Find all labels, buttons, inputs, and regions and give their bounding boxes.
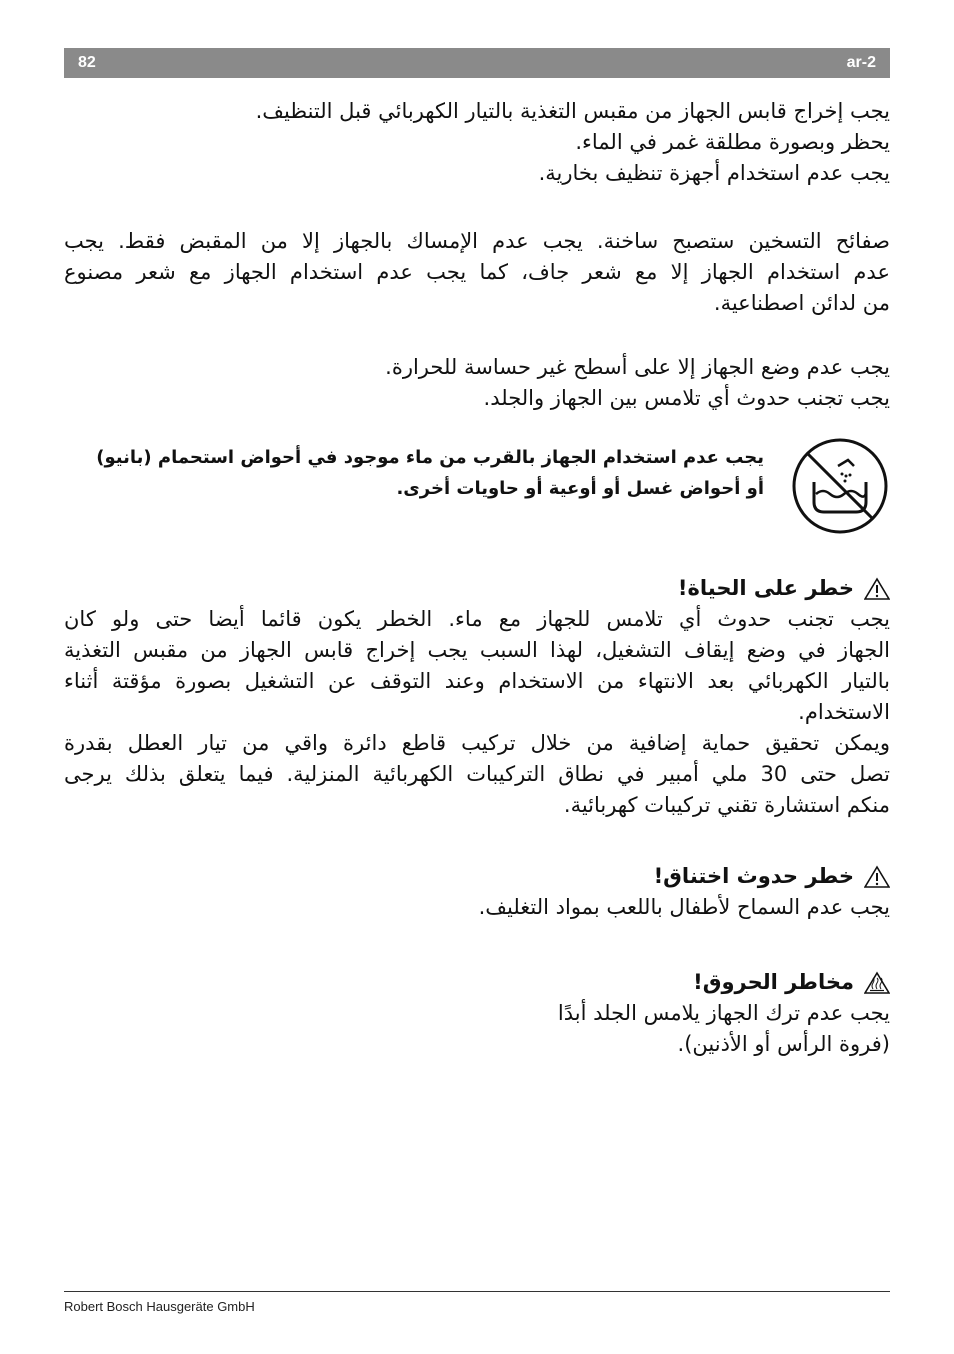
danger-suffocation-body	[64, 892, 890, 923]
bath-warning-text	[64, 442, 764, 504]
danger-life-body	[64, 604, 890, 821]
cleaning-safety-paragraph	[64, 96, 890, 189]
page-number: 82	[78, 54, 96, 71]
footer-company: Robert Bosch Hausgeräte GmbH	[64, 1299, 255, 1314]
text-line: الاستخدام.	[798, 700, 890, 724]
danger-life-section	[64, 573, 890, 821]
warning-triangle-icon	[864, 577, 890, 601]
text-line: صفائح التسخين ستصبح ساخنة. يجب عدم الإمساك بالجهاز إلا من المقبض فقط. يجب	[64, 229, 890, 253]
text-line: يجب تجنب حدوث أي تلامس بين الجهاز والجلد.	[483, 386, 890, 410]
text-line: يجب إخراج قابس الجهاز من مقبس التغذية بالتيار الكهربائي قبل التنظيف.	[255, 99, 890, 123]
danger-suffocation-heading	[64, 861, 890, 892]
danger-burns-heading	[64, 967, 890, 998]
section-code: ar-2	[846, 54, 876, 71]
text-line: ويمكن تحقيق حماية إضافية من خلال تركيب قاطع دائرة واقي من تيار العطل بقدرة	[64, 731, 890, 755]
footer-divider	[64, 1291, 890, 1292]
danger-burns-section	[64, 967, 890, 1060]
surface-safety-paragraph	[64, 352, 890, 414]
text-line: عدم استخدام الجهاز إلا مع شعر جاف، كما يجب عدم استخدام الجهاز مع شعر مصنوع	[64, 260, 890, 284]
danger-life-heading	[64, 573, 890, 604]
text-line: يجب تجنب حدوث أي تلامس للجهاز مع ماء. الخطر يكون قائما أيضا حتى ولو كان	[64, 607, 890, 631]
text-line: أو أحواض غسل أو أوعية أو حاويات أخرى.	[396, 478, 764, 499]
text-line: يجب عدم السماح لأطفال باللعب بمواد التغليف.	[478, 895, 890, 919]
no-bathtub-icon	[790, 436, 890, 536]
text-line: منكم استشارة تقني تركيبات كهربائية.	[563, 793, 890, 817]
heating-plates-paragraph	[64, 226, 890, 319]
danger-burns-title: مخاطر الحروق!	[693, 970, 854, 994]
text-line: يجب عدم وضع الجهاز إلا على أسطح غير حساسة للحرارة.	[385, 355, 890, 379]
text-line: يحظر وبصورة مطلقة غمر في الماء.	[575, 130, 890, 154]
text-line: يجب عدم ترك الجهاز يلامس الجلد أبدًا	[557, 1001, 890, 1025]
danger-burns-body	[64, 998, 890, 1060]
bath-warning-box	[64, 436, 890, 532]
text-line: يجب عدم استخدام أجهزة تنظيف بخارية.	[538, 161, 890, 185]
danger-suffocation-title: خطر حدوث اختناق!	[653, 864, 854, 888]
text-line: يجب عدم استخدام الجهاز بالقرب من ماء موجود في أحواض استحمام (بانيو)	[96, 447, 764, 468]
text-line: بالتيار الكهربائي بعد الانتهاء من الاستخدام وعند التوقف عن التشغيل بصورة مؤقتة أثناء	[64, 669, 890, 693]
page-header-bar	[64, 48, 890, 78]
warning-triangle-icon	[864, 865, 890, 889]
danger-suffocation-section	[64, 861, 890, 923]
text-line: (فروة الرأس أو الأذنين).	[677, 1032, 890, 1056]
text-line: الجهاز في وضع إيقاف التشغيل، لهذا السبب يجب إخراج قابس الجهاز من مقبس التغذية	[64, 638, 890, 662]
text-line: تصل حتى 30 ملي أمبير في نطاق التركيبات الكهربائية المنزلية. فيما يتعلق بذلك يرجى	[64, 762, 890, 786]
hot-surface-icon	[864, 971, 890, 995]
danger-life-title: خطر على الحياة!	[677, 576, 854, 600]
text-line: من لدائن اصطناعية.	[713, 291, 890, 315]
